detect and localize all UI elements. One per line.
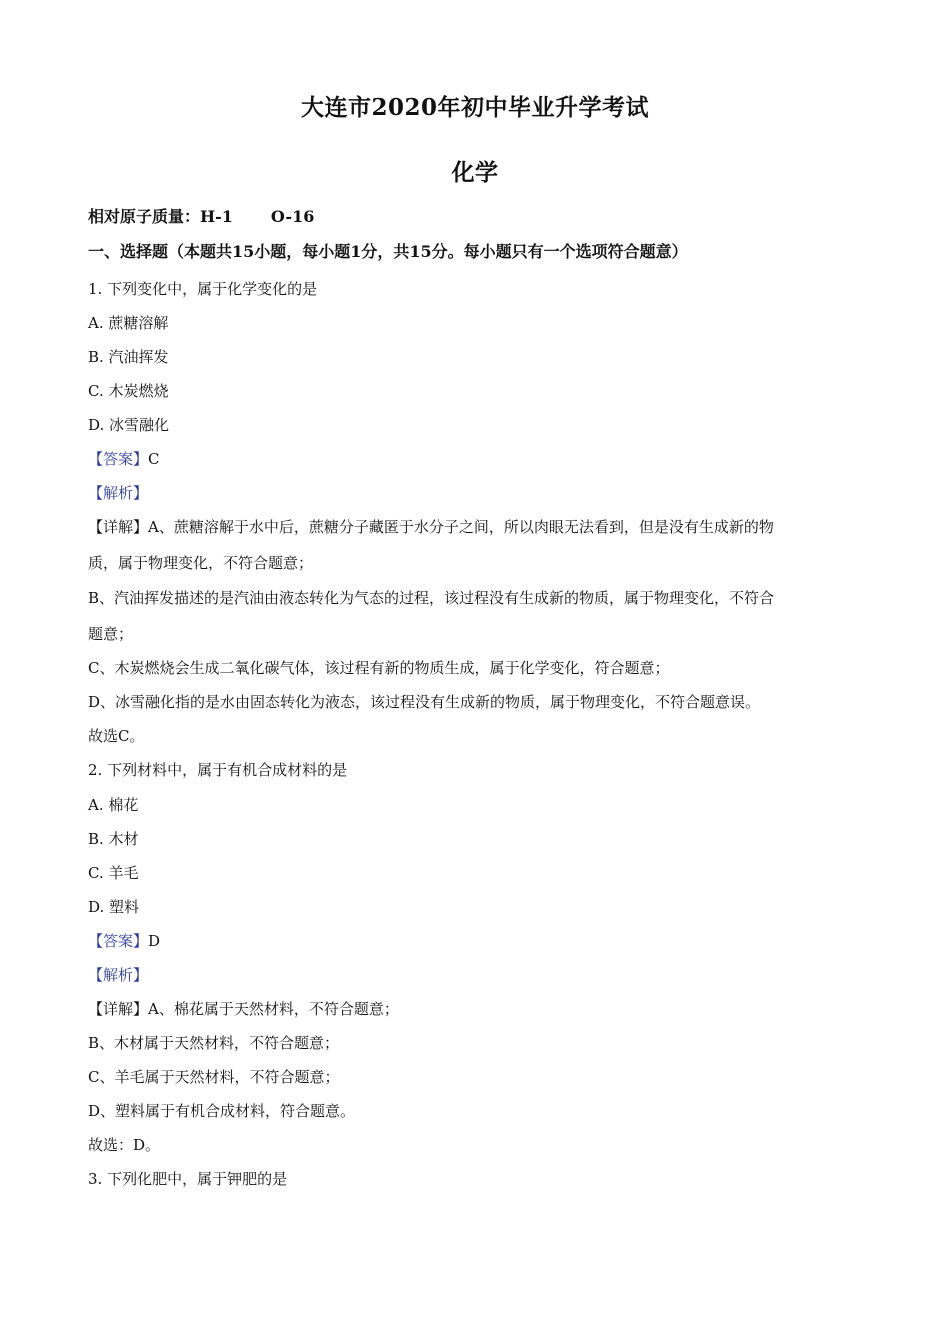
q1-analysis xyxy=(88,483,868,503)
q2-detail-b: B、木材属于天然材料，不符合题意； xyxy=(88,1034,340,1052)
atomic-mass-second: O-16 xyxy=(270,207,315,226)
q2-detail-a-text: A、棉花属于天然材料，不符合题意； xyxy=(148,1000,399,1018)
q1-detail-b-line2: 题意； xyxy=(88,625,134,643)
q1-stem: 1. 下列变化中，属于化学变化的是 xyxy=(88,280,318,298)
analysis-tag: 【解析】 xyxy=(88,966,149,984)
answer-tag: 【答案】 xyxy=(88,932,149,950)
q1-detail-c: C、木炭燃烧会生成二氧化碳气体，该过程有新的物质生成，属于化学变化，符合题意； xyxy=(88,659,670,677)
q1-option-d: D. 冰雪融化 xyxy=(88,416,170,434)
q1-detail-a-line1 xyxy=(88,517,868,537)
q1-detail-a-text1: A、蔗糖溶解于水中后，蔗糖分子藏匿于水分子之间，所以肉眼无法看到，但是没有生成新的物 xyxy=(148,518,774,536)
answer-tag: 【答案】 xyxy=(88,450,149,468)
q2-analysis xyxy=(88,965,868,985)
detail-tag: 【详解】 xyxy=(88,518,149,536)
q2-option-d: D. 塑料 xyxy=(88,898,140,916)
q2-detail-a xyxy=(88,999,868,1019)
q1-option-c: C. 木炭燃烧 xyxy=(88,382,169,400)
analysis-tag: 【解析】 xyxy=(88,484,149,502)
q1-option-a: A. 蔗糖溶解 xyxy=(88,314,169,332)
q2-option-a: A. 棉花 xyxy=(88,796,139,814)
q1-option-b: B. 汽油挥发 xyxy=(88,348,169,366)
subject-title: 化学 xyxy=(451,159,499,186)
atomic-mass-line xyxy=(88,207,868,227)
q2-conclusion: 故选：D。 xyxy=(88,1136,161,1154)
q2-detail-d: D、塑料属于有机合成材料，符合题意。 xyxy=(88,1102,356,1120)
q2-option-c: C. 羊毛 xyxy=(88,864,139,882)
q1-answer-value: C xyxy=(148,450,160,468)
section-heading: 一、选择题（本题共15小题，每小题1分，共15分。每小题只有一个选项符合题意） xyxy=(88,242,688,261)
q2-stem: 2. 下列材料中，属于有机合成材料的是 xyxy=(88,761,348,779)
q1-answer xyxy=(88,449,868,469)
detail-tag: 【详解】 xyxy=(88,1000,149,1018)
atomic-mass-label: 相对原子质量：H-1 xyxy=(88,207,233,226)
q2-answer xyxy=(88,931,868,951)
q3-stem: 3. 下列化肥中，属于钾肥的是 xyxy=(88,1170,288,1188)
q2-option-b: B. 木材 xyxy=(88,830,139,848)
q2-detail-c: C、羊毛属于天然材料，不符合题意； xyxy=(88,1068,340,1086)
q1-conclusion: 故选C。 xyxy=(88,727,145,745)
q1-detail-a-line2: 质，属于物理变化，不符合题意； xyxy=(88,554,314,572)
q1-detail-b-line1: B、汽油挥发描述的是汽油由液态转化为气态的过程，该过程没有生成新的物质，属于物理变化，不符合 xyxy=(88,589,775,607)
q2-answer-value: D xyxy=(148,932,161,950)
q1-detail-d: D、冰雪融化指的是水由固态转化为液态，该过程没有生成新的物质，属于物理变化，不符合题意误。 xyxy=(88,693,761,711)
exam-title: 大连市2020年初中毕业升学考试 xyxy=(300,94,649,121)
